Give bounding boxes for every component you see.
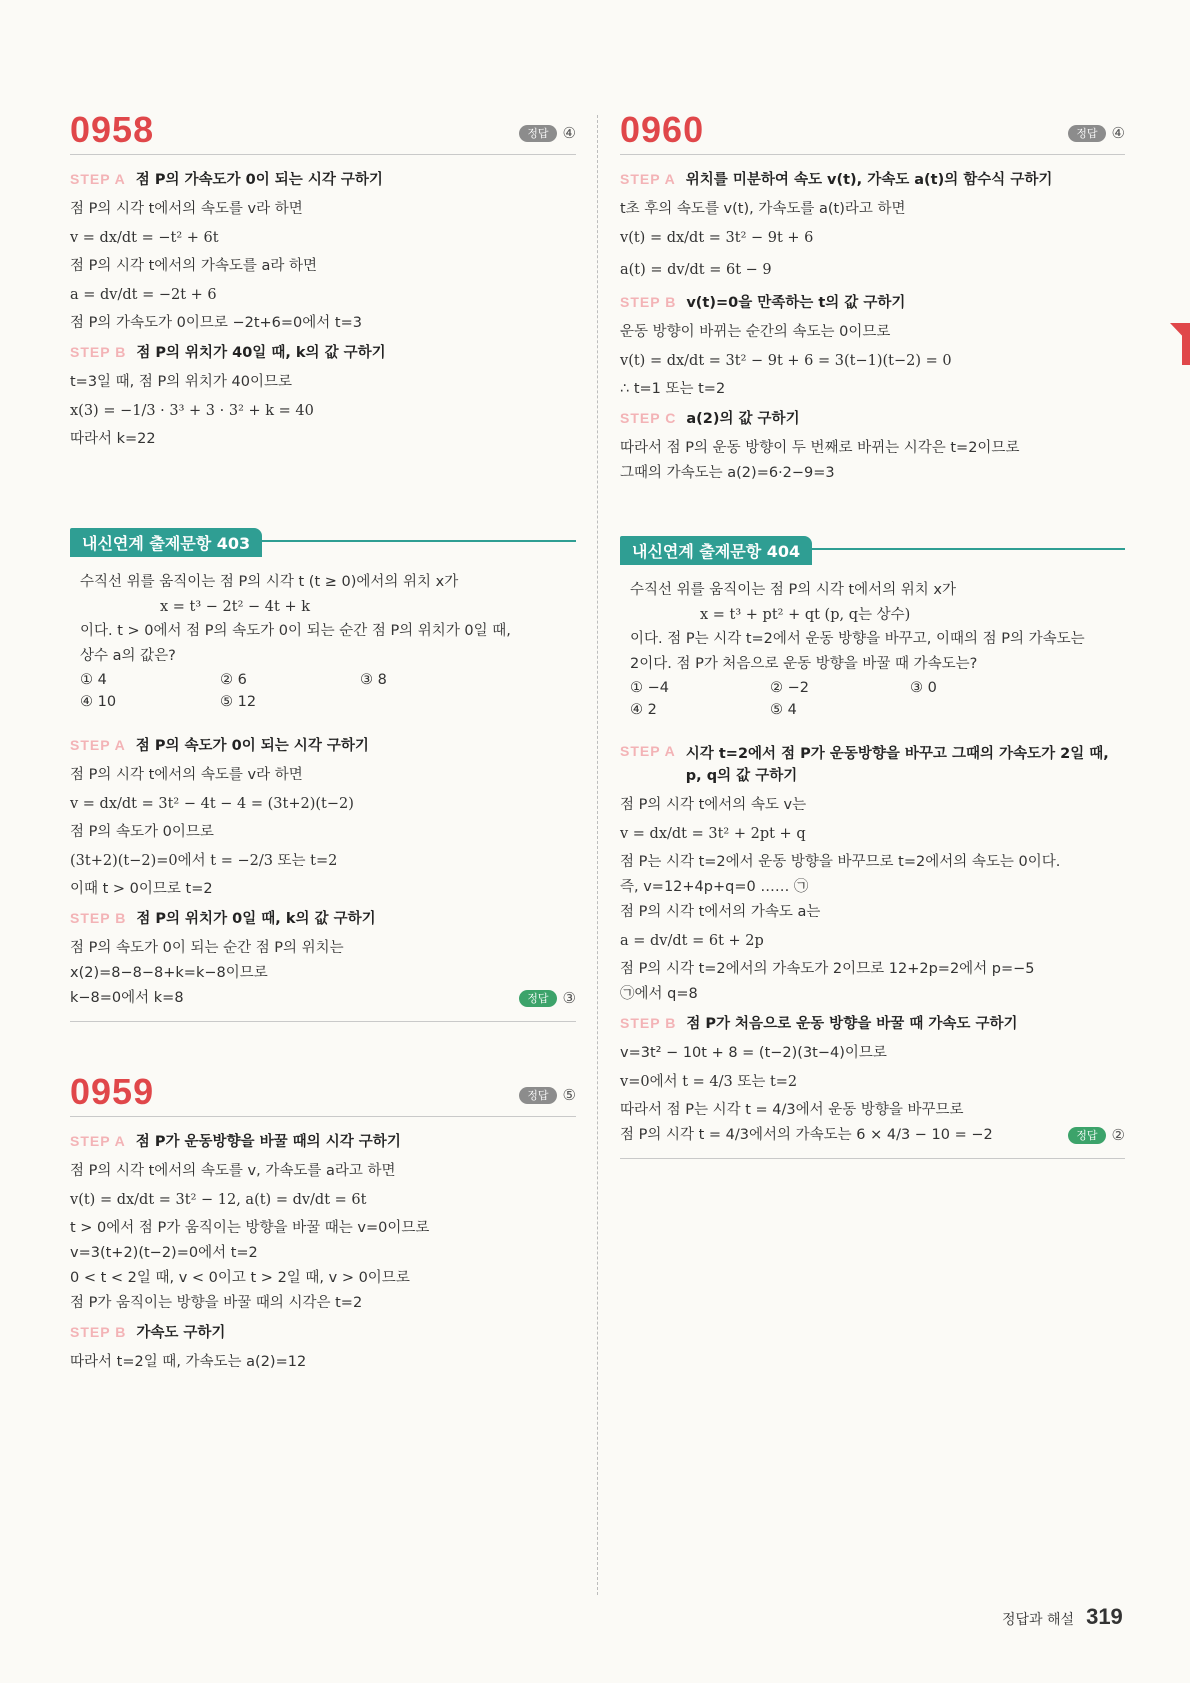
solution-line: 점 P의 시각 t에서의 속도 v는 bbox=[620, 797, 807, 813]
solution-line: ∴ t=1 또는 t=2 bbox=[620, 381, 726, 397]
step-b bbox=[620, 292, 1125, 314]
solution-line: x(2)=8−8−8+k=k−8이므로 bbox=[70, 965, 268, 981]
step-badge: STEP A bbox=[620, 171, 676, 187]
step-title: 가속도 구하기 bbox=[136, 1325, 226, 1341]
solution-line: v=3(t+2)(t−2)=0에서 t=2 bbox=[70, 1245, 258, 1261]
equation: x = t³ − 2t² − 4t + k bbox=[160, 599, 310, 615]
step-b bbox=[70, 908, 576, 930]
step-a bbox=[70, 735, 576, 757]
choice-1: ① 4 bbox=[80, 672, 107, 688]
right-column bbox=[620, 110, 1125, 1159]
page-tab-marker bbox=[1170, 323, 1190, 365]
solution-line: 점 P의 속도가 0이 되는 순간 점 P의 위치는 bbox=[70, 940, 344, 956]
solution-line: 0 < t < 2일 때, v < 0이고 t > 2일 때, v > 0이므로 bbox=[70, 1270, 410, 1286]
question-line: 이다. 점 P는 시각 t=2에서 운동 방향을 바꾸고, 이때의 점 P의 가속도는 bbox=[630, 631, 1085, 647]
page-number: 319 bbox=[1086, 1604, 1123, 1629]
solution-line: k−8=0에서 k=8 bbox=[70, 990, 184, 1006]
solution-line: 점 P의 시각 t에서의 가속도 a는 bbox=[620, 904, 821, 920]
solution-line: 따라서 점 P의 운동 방향이 두 번째로 바뀌는 시각은 t=2이므로 bbox=[620, 440, 1020, 456]
answer-value: ④ bbox=[1111, 124, 1125, 142]
step-badge: STEP A bbox=[70, 737, 126, 753]
step-a bbox=[620, 743, 1125, 787]
linked-problem-header bbox=[620, 542, 1125, 578]
answer-tag bbox=[519, 1086, 576, 1104]
solution-line: 점 P는 시각 t=2에서 운동 방향을 바꾸므로 t=2에서의 속도는 0이다. bbox=[620, 854, 1061, 870]
step-badge: STEP A bbox=[70, 1133, 126, 1149]
choice-5: ⑤ 4 bbox=[770, 702, 797, 718]
solution-line: 점 P의 시각 t에서의 속도를 v, 가속도를 a라고 하면 bbox=[70, 1163, 396, 1179]
linked-problem-403 bbox=[70, 534, 576, 713]
solution-line: ㉠에서 q=8 bbox=[620, 986, 698, 1002]
answer-label: 정답 bbox=[519, 990, 556, 1007]
section-rule bbox=[620, 1158, 1125, 1159]
solution-line: t초 후의 속도를 v(t), 가속도를 a(t)라고 하면 bbox=[620, 201, 906, 217]
step-badge: STEP B bbox=[620, 294, 677, 310]
equation: (3t+2)(t−2)=0에서 t = −2/3 또는 t=2 bbox=[70, 853, 338, 869]
step-title: 시각 t=2에서 점 P가 운동방향을 바꾸고 그때의 가속도가 2일 때, p, q의 값 구하기 bbox=[685, 746, 1109, 784]
step-title: 점 P의 가속도가 0이 되는 시각 구하기 bbox=[135, 172, 383, 188]
question-line: 상수 a의 값은? bbox=[80, 648, 176, 664]
step-title: 점 P가 운동방향을 바꿀 때의 시각 구하기 bbox=[135, 1134, 401, 1150]
step-b bbox=[620, 1013, 1125, 1035]
solution-line: t=3일 때, 점 P의 위치가 40이므로 bbox=[70, 374, 292, 390]
answer-value: ③ bbox=[562, 989, 576, 1007]
step-title: 점 P의 속도가 0이 되는 시각 구하기 bbox=[135, 738, 369, 754]
solution-line: 운동 방향이 바뀌는 순간의 속도는 0이므로 bbox=[620, 324, 891, 340]
problem-number: 0958 bbox=[70, 109, 155, 150]
step-badge: STEP B bbox=[70, 344, 127, 360]
solution-line: 이때 t > 0이므로 t=2 bbox=[70, 881, 213, 897]
problem-header-0960 bbox=[620, 110, 1125, 155]
step-badge: STEP B bbox=[620, 1015, 677, 1031]
equation: v = dx/dt = −t² + 6t bbox=[70, 230, 219, 246]
choice-list bbox=[630, 677, 1125, 721]
choice-5: ⑤ 12 bbox=[220, 694, 257, 710]
linked-problem-body bbox=[70, 570, 576, 713]
solution-line: 즉, v=12+4p+q=0 …… ㉠ bbox=[620, 879, 809, 895]
choice-2: ② 6 bbox=[220, 672, 247, 688]
solution-line: 점 P의 시각 t에서의 가속도를 a라 하면 bbox=[70, 258, 318, 274]
equation: a = dv/dt = 6t + 2p bbox=[620, 933, 764, 949]
answer-value: ② bbox=[1111, 1126, 1125, 1144]
choice-4: ④ 10 bbox=[80, 694, 117, 710]
left-column bbox=[70, 110, 576, 1375]
step-a bbox=[70, 169, 576, 191]
question-line: 이다. t > 0에서 점 P의 속도가 0이 되는 순간 점 P의 위치가 0일 때, bbox=[80, 623, 511, 639]
linked-404-solution bbox=[620, 743, 1125, 1159]
linked-problem-header bbox=[70, 534, 576, 570]
step-c bbox=[620, 408, 1125, 430]
footer-label: 정답과 해설 bbox=[1002, 1612, 1075, 1628]
step-a bbox=[620, 169, 1125, 191]
answer-tag bbox=[1068, 124, 1125, 142]
solution-line: 점 P의 시각 t에서의 속도를 v라 하면 bbox=[70, 767, 303, 783]
equation: v = dx/dt = 3t² − 4t − 4 = (3t+2)(t−2) bbox=[70, 796, 354, 812]
solution-line: 따라서 k=22 bbox=[70, 431, 156, 447]
equation: a(t) = dv/dt = 6t − 9 bbox=[620, 262, 772, 278]
solution-line: 점 P의 가속도가 0이므로 −2t+6=0에서 t=3 bbox=[70, 315, 362, 331]
equation: x(3) = −1/3 · 3³ + 3 · 3² + k = 40 bbox=[70, 403, 314, 419]
step-badge: STEP B bbox=[70, 910, 127, 926]
step-title: 위치를 미분하여 속도 v(t), 가속도 a(t)의 함수식 구하기 bbox=[685, 172, 1053, 188]
problem-number: 0960 bbox=[620, 109, 705, 150]
problem-header-0958 bbox=[70, 110, 576, 155]
equation: a = dv/dt = −2t + 6 bbox=[70, 287, 217, 303]
solution-line: 따라서 t=2일 때, 가속도는 a(2)=12 bbox=[70, 1354, 307, 1370]
answer-tag bbox=[519, 124, 576, 142]
problem-number: 0959 bbox=[70, 1071, 155, 1112]
equation: x = t³ + pt² + qt (p, q는 상수) bbox=[700, 607, 911, 623]
step-a bbox=[70, 1131, 576, 1153]
step-badge: STEP A bbox=[620, 743, 676, 759]
question-line: 수직선 위를 움직이는 점 P의 시각 t (t ≥ 0)에서의 위치 x가 bbox=[80, 574, 459, 590]
linked-problem-label: 내신연계 출제문항 403 bbox=[70, 528, 262, 557]
solution-line: 점 P의 속도가 0이므로 bbox=[70, 824, 214, 840]
step-title: a(2)의 값 구하기 bbox=[686, 411, 800, 427]
choice-3: ③ 8 bbox=[360, 672, 387, 688]
equation: v(t) = dx/dt = 3t² − 9t + 6 = 3(t−1)(t−2) = 0 bbox=[620, 353, 952, 369]
step-badge: STEP B bbox=[70, 1324, 127, 1340]
question-line: 2이다. 점 P가 처음으로 운동 방향을 바꿀 때 가속도는? bbox=[630, 656, 978, 672]
solution-line: 점 P의 시각 t = 4/3에서의 가속도는 6 × 4/3 − 10 = −2 bbox=[620, 1127, 993, 1143]
problem-0959 bbox=[70, 1072, 576, 1375]
answer-value: ⑤ bbox=[562, 1086, 576, 1104]
solution-line: 점 P의 시각 t=2에서의 가속도가 2이므로 12+2p=2에서 p=−5 bbox=[620, 961, 1035, 977]
equation: v(t) = dx/dt = 3t² − 9t + 6 bbox=[620, 230, 814, 246]
choice-1: ① −4 bbox=[630, 680, 669, 696]
linked-403-solution bbox=[70, 735, 576, 1022]
step-title: v(t)=0을 만족하는 t의 값 구하기 bbox=[686, 295, 906, 311]
choice-3: ③ 0 bbox=[910, 680, 937, 696]
step-b bbox=[70, 342, 576, 364]
linked-problem-body bbox=[620, 578, 1125, 721]
step-title: 점 P가 처음으로 운동 방향을 바꿀 때 가속도 구하기 bbox=[686, 1016, 1018, 1032]
solution-line: v=3t² − 10t + 8 = (t−2)(3t−4)이므로 bbox=[620, 1045, 887, 1061]
equation: v = dx/dt = 3t² + 2pt + q bbox=[620, 826, 806, 842]
solution-line: 따라서 점 P는 시각 t = 4/3에서 운동 방향을 바꾸므로 bbox=[620, 1102, 964, 1118]
answer-label: 정답 bbox=[519, 125, 556, 142]
solution-line: 그때의 가속도는 a(2)=6·2−9=3 bbox=[620, 465, 835, 481]
step-b bbox=[70, 1322, 576, 1344]
answer-label: 정답 bbox=[1068, 125, 1105, 142]
page-footer bbox=[1002, 1604, 1123, 1630]
step-badge: STEP C bbox=[620, 410, 677, 426]
answer-label: 정답 bbox=[519, 1087, 556, 1104]
choice-2: ② −2 bbox=[770, 680, 809, 696]
solution-line: 점 P가 움직이는 방향을 바꿀 때의 시각은 t=2 bbox=[70, 1295, 363, 1311]
step-badge: STEP A bbox=[70, 171, 126, 187]
linked-problem-404 bbox=[620, 542, 1125, 721]
problem-header-0959 bbox=[70, 1072, 576, 1117]
step-title: 점 P의 위치가 40일 때, k의 값 구하기 bbox=[136, 345, 386, 361]
column-divider bbox=[597, 115, 598, 1595]
choice-4: ④ 2 bbox=[630, 702, 657, 718]
step-title: 점 P의 위치가 0일 때, k의 값 구하기 bbox=[136, 911, 376, 927]
equation: v(t) = dx/dt = 3t² − 12, a(t) = dv/dt = 6t bbox=[70, 1192, 367, 1208]
solution-line: 점 P의 시각 t에서의 속도를 v라 하면 bbox=[70, 201, 303, 217]
section-rule bbox=[70, 1021, 576, 1022]
answer-value: ④ bbox=[562, 124, 576, 142]
answer-label: 정답 bbox=[1068, 1127, 1105, 1144]
equation: v=0에서 t = 4/3 또는 t=2 bbox=[620, 1074, 798, 1090]
linked-problem-label: 내신연계 출제문항 404 bbox=[620, 536, 812, 565]
choice-list bbox=[80, 669, 576, 713]
question-line: 수직선 위를 움직이는 점 P의 시각 t에서의 위치 x가 bbox=[630, 582, 957, 598]
solution-line: t > 0에서 점 P가 움직이는 방향을 바꿀 때는 v=0이므로 bbox=[70, 1220, 430, 1236]
